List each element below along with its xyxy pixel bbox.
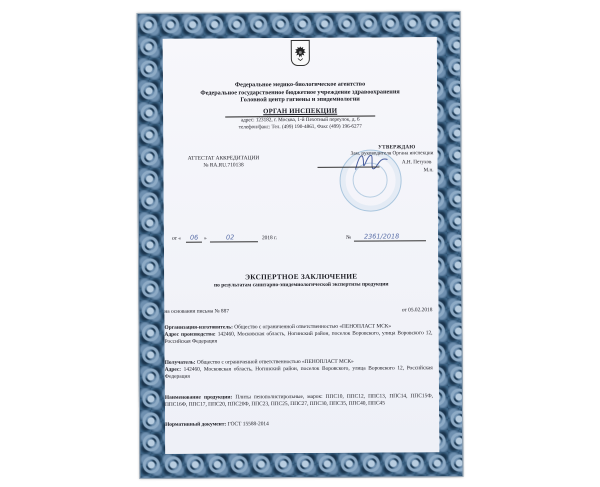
issue-month: 02 xyxy=(225,233,235,242)
manufacturer-value: Общество с ограниченной ответственностью «ПЕНОПЛАСТ МСК» xyxy=(234,323,392,331)
number-prefix: № xyxy=(345,234,352,241)
document-number: 2361/2018 xyxy=(363,232,400,241)
document-title: ЭКСПЕРТНОЕ ЗАКЛЮЧЕНИЕ xyxy=(245,272,358,282)
institution-name: Федеральное государственное бюджетное учреждение здравоохранения xyxy=(200,87,400,97)
issue-date-line xyxy=(164,232,438,246)
recipient-label: Получатель: xyxy=(164,359,196,366)
russian-coat-of-arms-icon xyxy=(291,40,310,66)
issue-year: 2018 г. xyxy=(261,235,278,242)
normative-label: Нормативный документ: xyxy=(165,421,227,428)
production-address-value: 142460, Московская область, Ногинский район, поселок Воровского, улица Воровского 12, Российская Федерация xyxy=(164,329,433,345)
normative-value: ГОСТ 15588-2014 xyxy=(227,421,269,428)
accreditation-number: № RA.RU.710138 xyxy=(203,161,244,169)
manufacturer-block xyxy=(164,323,432,345)
day-underline xyxy=(186,242,202,243)
recipient-address-label: Адрес: xyxy=(164,366,182,373)
certificate-frame xyxy=(137,11,464,479)
agency-name: Федеральное медико-биологическое агентство xyxy=(234,80,366,89)
accreditation-label: АТТЕСТАТ АККРЕДИТАЦИИ xyxy=(187,155,260,162)
product-value: Плиты пенополистирольные, марок: ППС10, ППС12, ППС13, ППС14, ППС15Ф, ППС16Ф, ППС17, ППС20, ППС20Ф, ППС23, ППС25, ППС27, ППС30, ППС35, ППС40, ППС45 xyxy=(164,393,433,408)
issue-day: 06 xyxy=(189,233,199,242)
product-block xyxy=(165,393,433,408)
approver-name: А.Н. Петухов xyxy=(401,159,432,166)
signature-line xyxy=(307,159,435,168)
recipient-address-value: 142460, Московская область, Ногинский район, поселок Воровского, улица Воровского 12, Российская Федерация xyxy=(164,364,433,380)
month-underline xyxy=(210,241,258,242)
approval-title: УТВЕРЖДАЮ xyxy=(378,144,416,151)
recipient-value: Общество с ограниченной ответственностью «ПЕНОПЛАСТ МСК» xyxy=(196,358,354,366)
manufacturer-label: Организация-изготовитель: xyxy=(164,324,233,331)
recipient-block xyxy=(165,358,433,380)
center-name: Головной центр гигиены и эпидемиологии xyxy=(240,95,360,104)
basis-text: на основании письма № 887 xyxy=(164,308,230,315)
inspection-body-title: ОРГАН ИНСПЕКЦИИ xyxy=(263,107,338,116)
production-address-label: Адрес производства: xyxy=(164,331,216,338)
inspection-body-contacts: телефон/факс: Тел. (499) 190-4861, Факс (499) 196-6277 xyxy=(238,123,362,130)
product-label: Наименование продукции: xyxy=(164,394,233,401)
inspection-body-address: адрес: 123182, г. Москва, 1-й Пехотный переулок, д. 6 xyxy=(240,116,360,124)
approval-block xyxy=(307,144,435,174)
certificate-paper xyxy=(163,37,440,454)
date-prefix: от « xyxy=(171,235,182,242)
approver-position: Зам. руководителя Органа инспекции xyxy=(350,150,434,158)
accreditation-block xyxy=(163,155,283,169)
basis-date: от 05.02.2018 xyxy=(401,307,433,314)
document-subtitle: по результатам санитарно-эпидемиологической экспертизы продукции xyxy=(214,280,389,289)
seal-place-label: М.п. xyxy=(423,166,434,174)
normative-block xyxy=(165,420,433,428)
date-quote: » xyxy=(203,235,207,242)
basis-line xyxy=(164,307,432,315)
number-underline xyxy=(354,240,426,241)
